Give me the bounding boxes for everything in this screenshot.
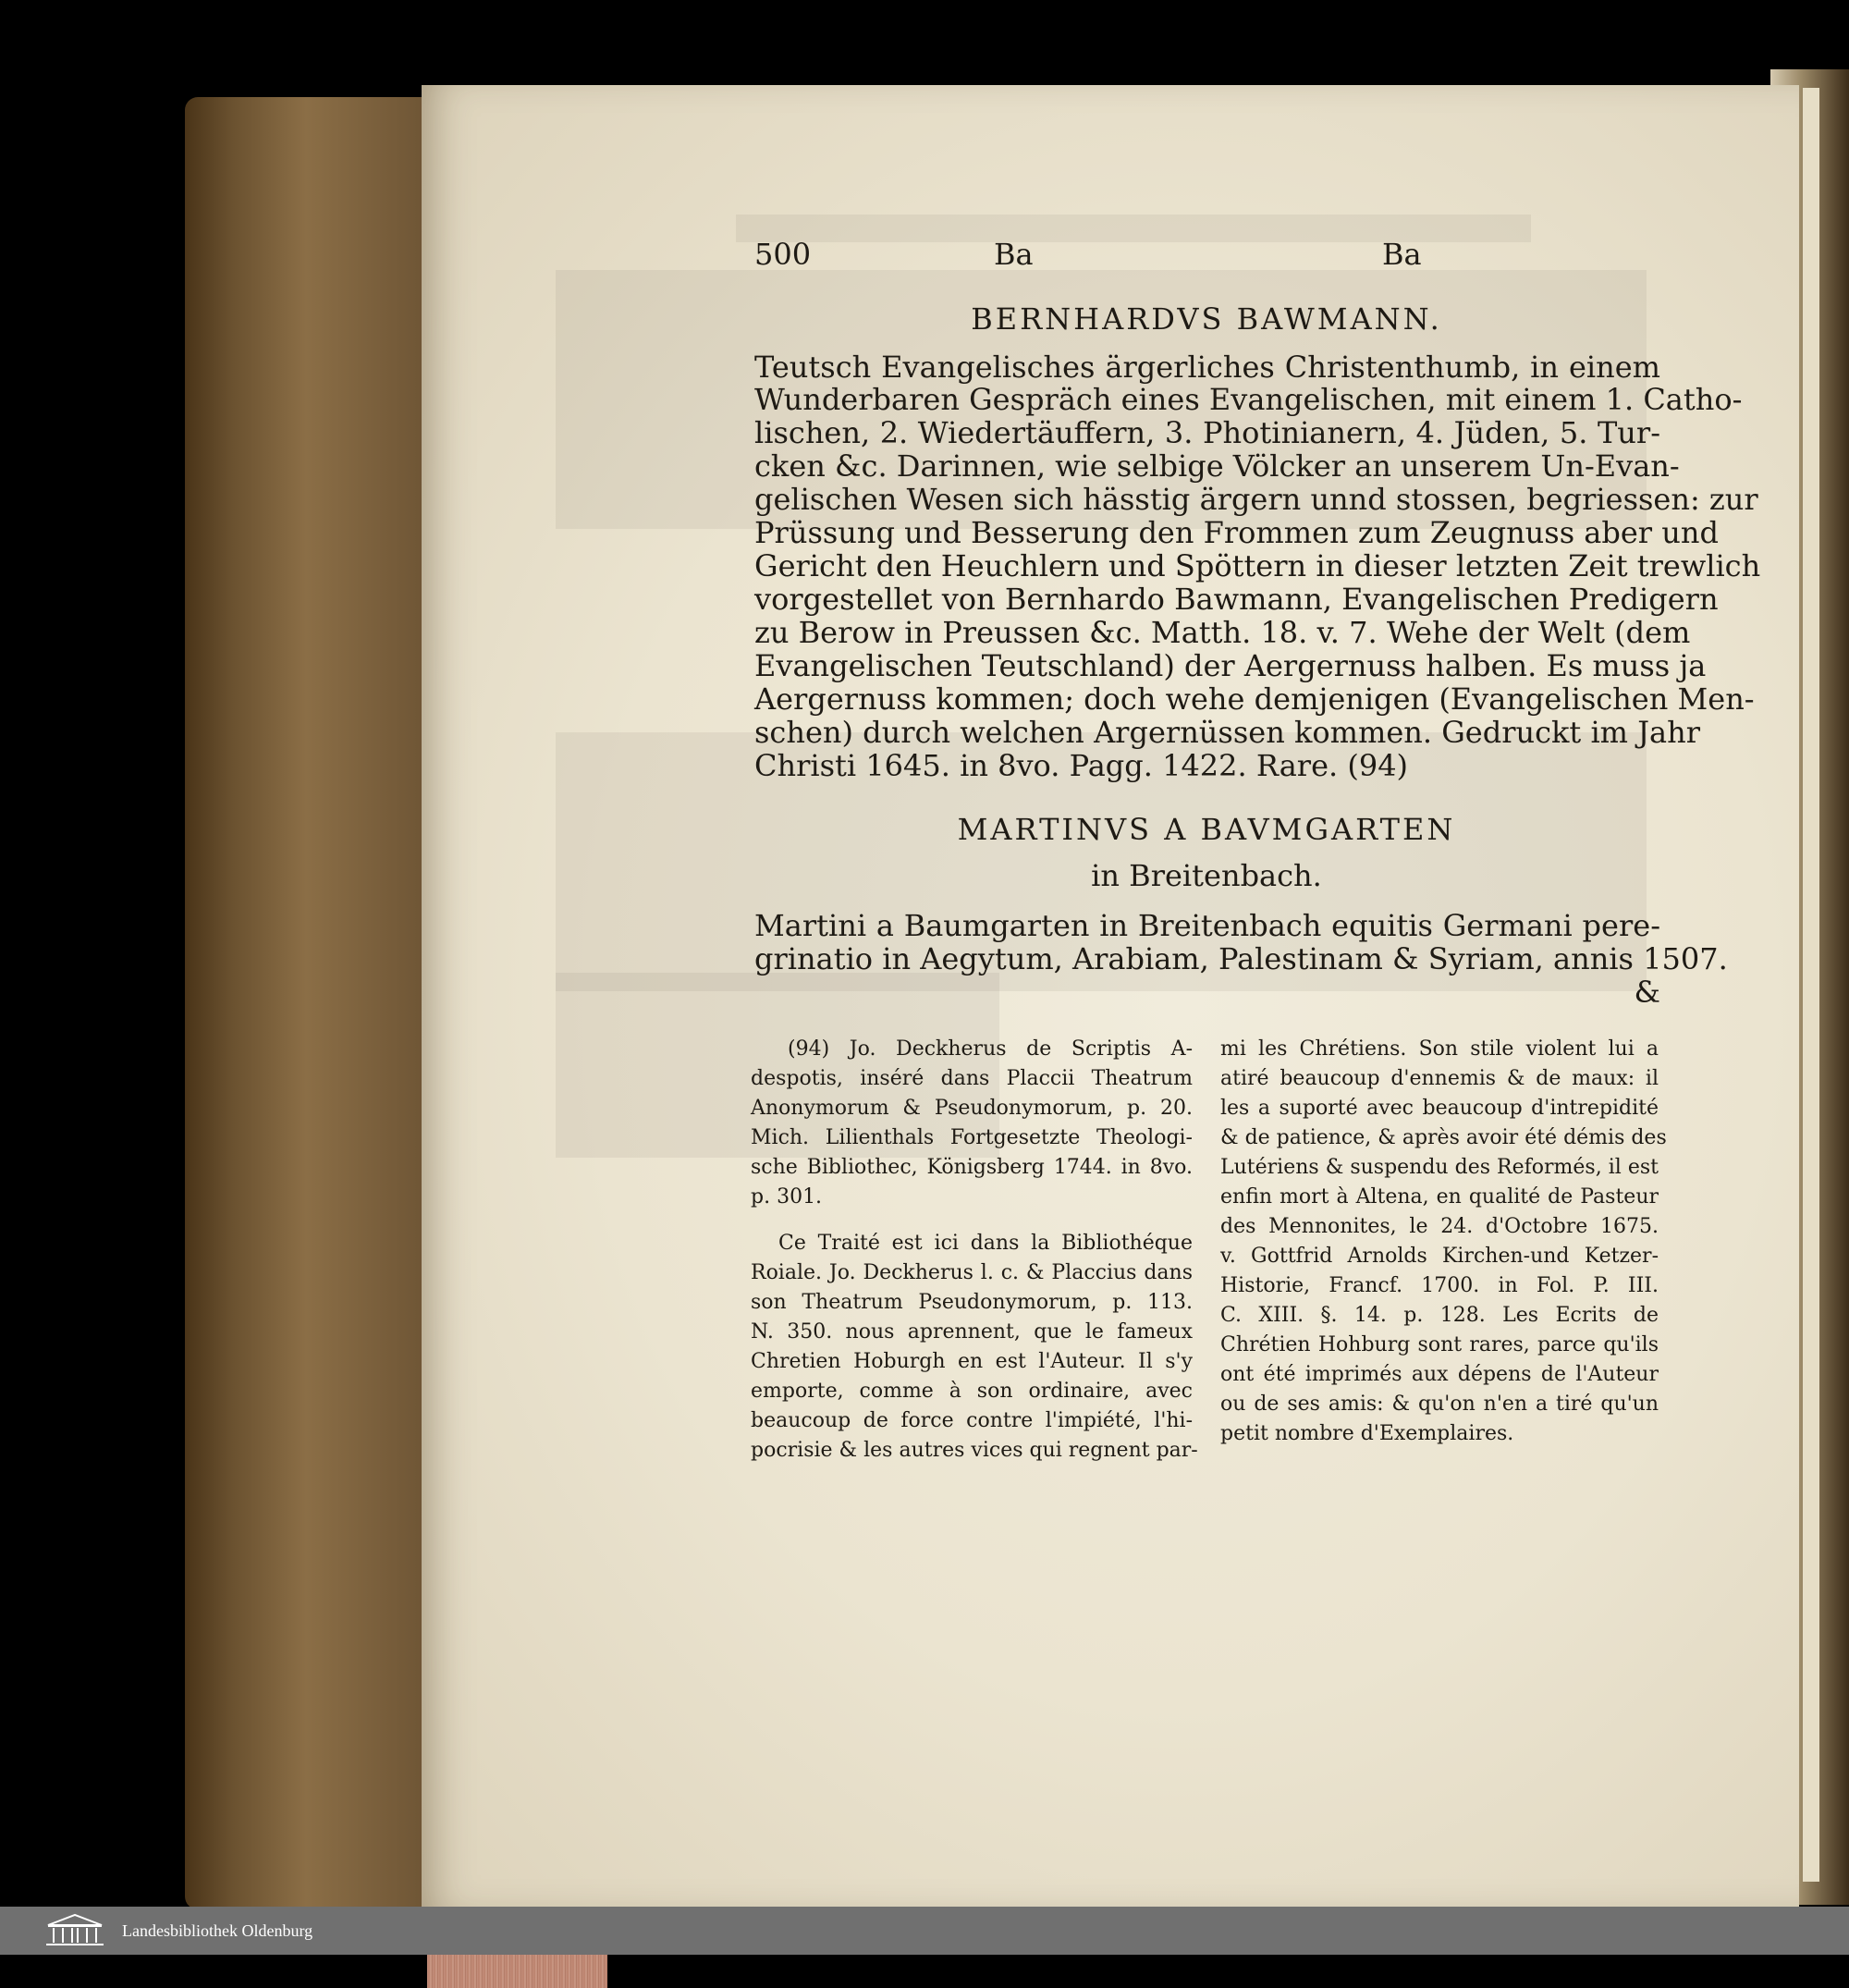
book-right-page-edge [1803,88,1819,1882]
note-line: les a suporté avec beaucoup d'intrepidité [1220,1097,1659,1120]
footer-bar [0,1907,1849,1955]
entry-line: grinatio in Aegytum, Arabiam, Palestinam & Syriam, annis 1507. [754,941,1728,976]
note-line: beaucoup de force contre l'impiété, l'hi- [751,1409,1193,1432]
note-line: & de patience, & après avoir été démis des [1220,1126,1667,1149]
catchword: & [1634,975,1660,1010]
note-line: Chrétien Hohburg sont rares, parce qu'ils [1220,1333,1659,1356]
note-line: N. 350. nous aprennent, que le fameux [751,1320,1193,1344]
note-line: pocrisie & les autres vices qui regnent par- [751,1439,1198,1462]
library-building-icon [44,1912,105,1949]
note-line: Mich. Lilienthals Fortgesetzte Theologi- [751,1126,1193,1149]
entry-line: Prüssung und Besserung den Frommen zum Zeugnuss aber und [754,515,1719,550]
entry-line: Wunderbaren Gespräch eines Evangelischen, mit einem 1. Catho- [754,382,1743,417]
entry-subtitle: in Breitenbach. [1091,858,1322,893]
note-line: Lutériens & suspendu des Reformés, il est [1220,1156,1659,1179]
entry-title: BERNHARDVS BAWMANN. [971,301,1442,337]
entry-line: cken &c. Darinnen, wie selbige Völcker an unserem Un-Evan- [754,448,1680,484]
note-line: ont été imprimés aux dépens de l'Auteur [1220,1363,1659,1386]
note-line: atiré beaucoup d'ennemis & de maux: il [1220,1067,1659,1090]
note-line: Roiale. Jo. Deckherus l. c. & Placcius dans [751,1261,1193,1284]
entry-line: gelischen Wesen sich hässtig ärgern unnd stossen, begriessen: zur [754,482,1758,517]
note-line: despotis, inséré dans Placcii Theatrum [751,1067,1193,1090]
entry-line: Christi 1645. in 8vo. Pagg. 1422. Rare. (94) [754,748,1409,783]
entry-line: lischen, 2. Wiedertäuffern, 3. Photinianern, 4. Jüden, 5. Tur- [754,415,1660,450]
headword-right: Ba [1382,237,1422,272]
footer-label[interactable]: Landesbibliothek Oldenburg [122,1921,313,1940]
note-line: mi les Chrétiens. Son stile violent lui a [1220,1037,1659,1061]
note-line: C. XIII. §. 14. p. 128. Les Ecrits de [1220,1304,1659,1327]
note-line: Ce Traité est ici dans la Bibliothéque [778,1232,1193,1255]
note-line: Historie, Francf. 1700. in Fol. P. III. [1220,1274,1659,1297]
note-line: son Theatrum Pseudonymorum, p. 113. [751,1291,1193,1314]
headword-left: Ba [994,237,1034,272]
entry-line: Evangelischen Teutschland) der Aergernuss halben. Es muss ja [754,648,1707,683]
note-line: emporte, comme à son ordinaire, avec [751,1380,1193,1403]
entry-title: MARTINVS A BAVMGARTEN [957,812,1456,847]
note-line: v. Gottfrid Arnolds Kirchen-und Ketzer- [1220,1245,1659,1268]
book-left-cover [185,97,427,1909]
note-line: ou de ses amis: & qu'on n'en a tiré qu'un [1220,1393,1659,1416]
entry-line: Martini a Baumgarten in Breitenbach equitis Germani pere- [754,908,1660,943]
note-line: sche Bibliothec, Königsberg 1744. in 8vo. [751,1156,1193,1179]
note-line: Anonymorum & Pseudonymorum, p. 20. [751,1097,1193,1120]
entry-line: Teutsch Evangelisches ärgerliches Christenthumb, in einem [754,350,1660,385]
page-number: 500 [754,237,812,272]
note-line: p. 301. [751,1185,823,1209]
entry-line: Aergernuss kommen; doch wehe demjenigen (Evangelischen Men- [754,681,1755,717]
note-line: enfin mort à Altena, en qualité de Pasteur [1220,1185,1659,1209]
entry-line: Gericht den Heuchlern und Spöttern in dieser letzten Zeit trewlich [754,548,1761,583]
entry-line: zu Berow in Preussen &c. Matth. 18. v. 7. Wehe der Welt (dem [754,615,1691,650]
entry-line: schen) durch welchen Argernüssen kommen. Gedruckt im Jahr [754,715,1700,750]
note-line: (94) Jo. Deckherus de Scriptis A- [788,1037,1193,1061]
note-line: des Mennonites, le 24. d'Octobre 1675. [1220,1215,1659,1238]
note-line: Chretien Hoburgh en est l'Auteur. Il s'y [751,1350,1193,1373]
entry-line: vorgestellet von Bernhardo Bawmann, Evangelischen Predigern [754,582,1719,617]
note-line: petit nombre d'Exemplaires. [1220,1422,1514,1445]
